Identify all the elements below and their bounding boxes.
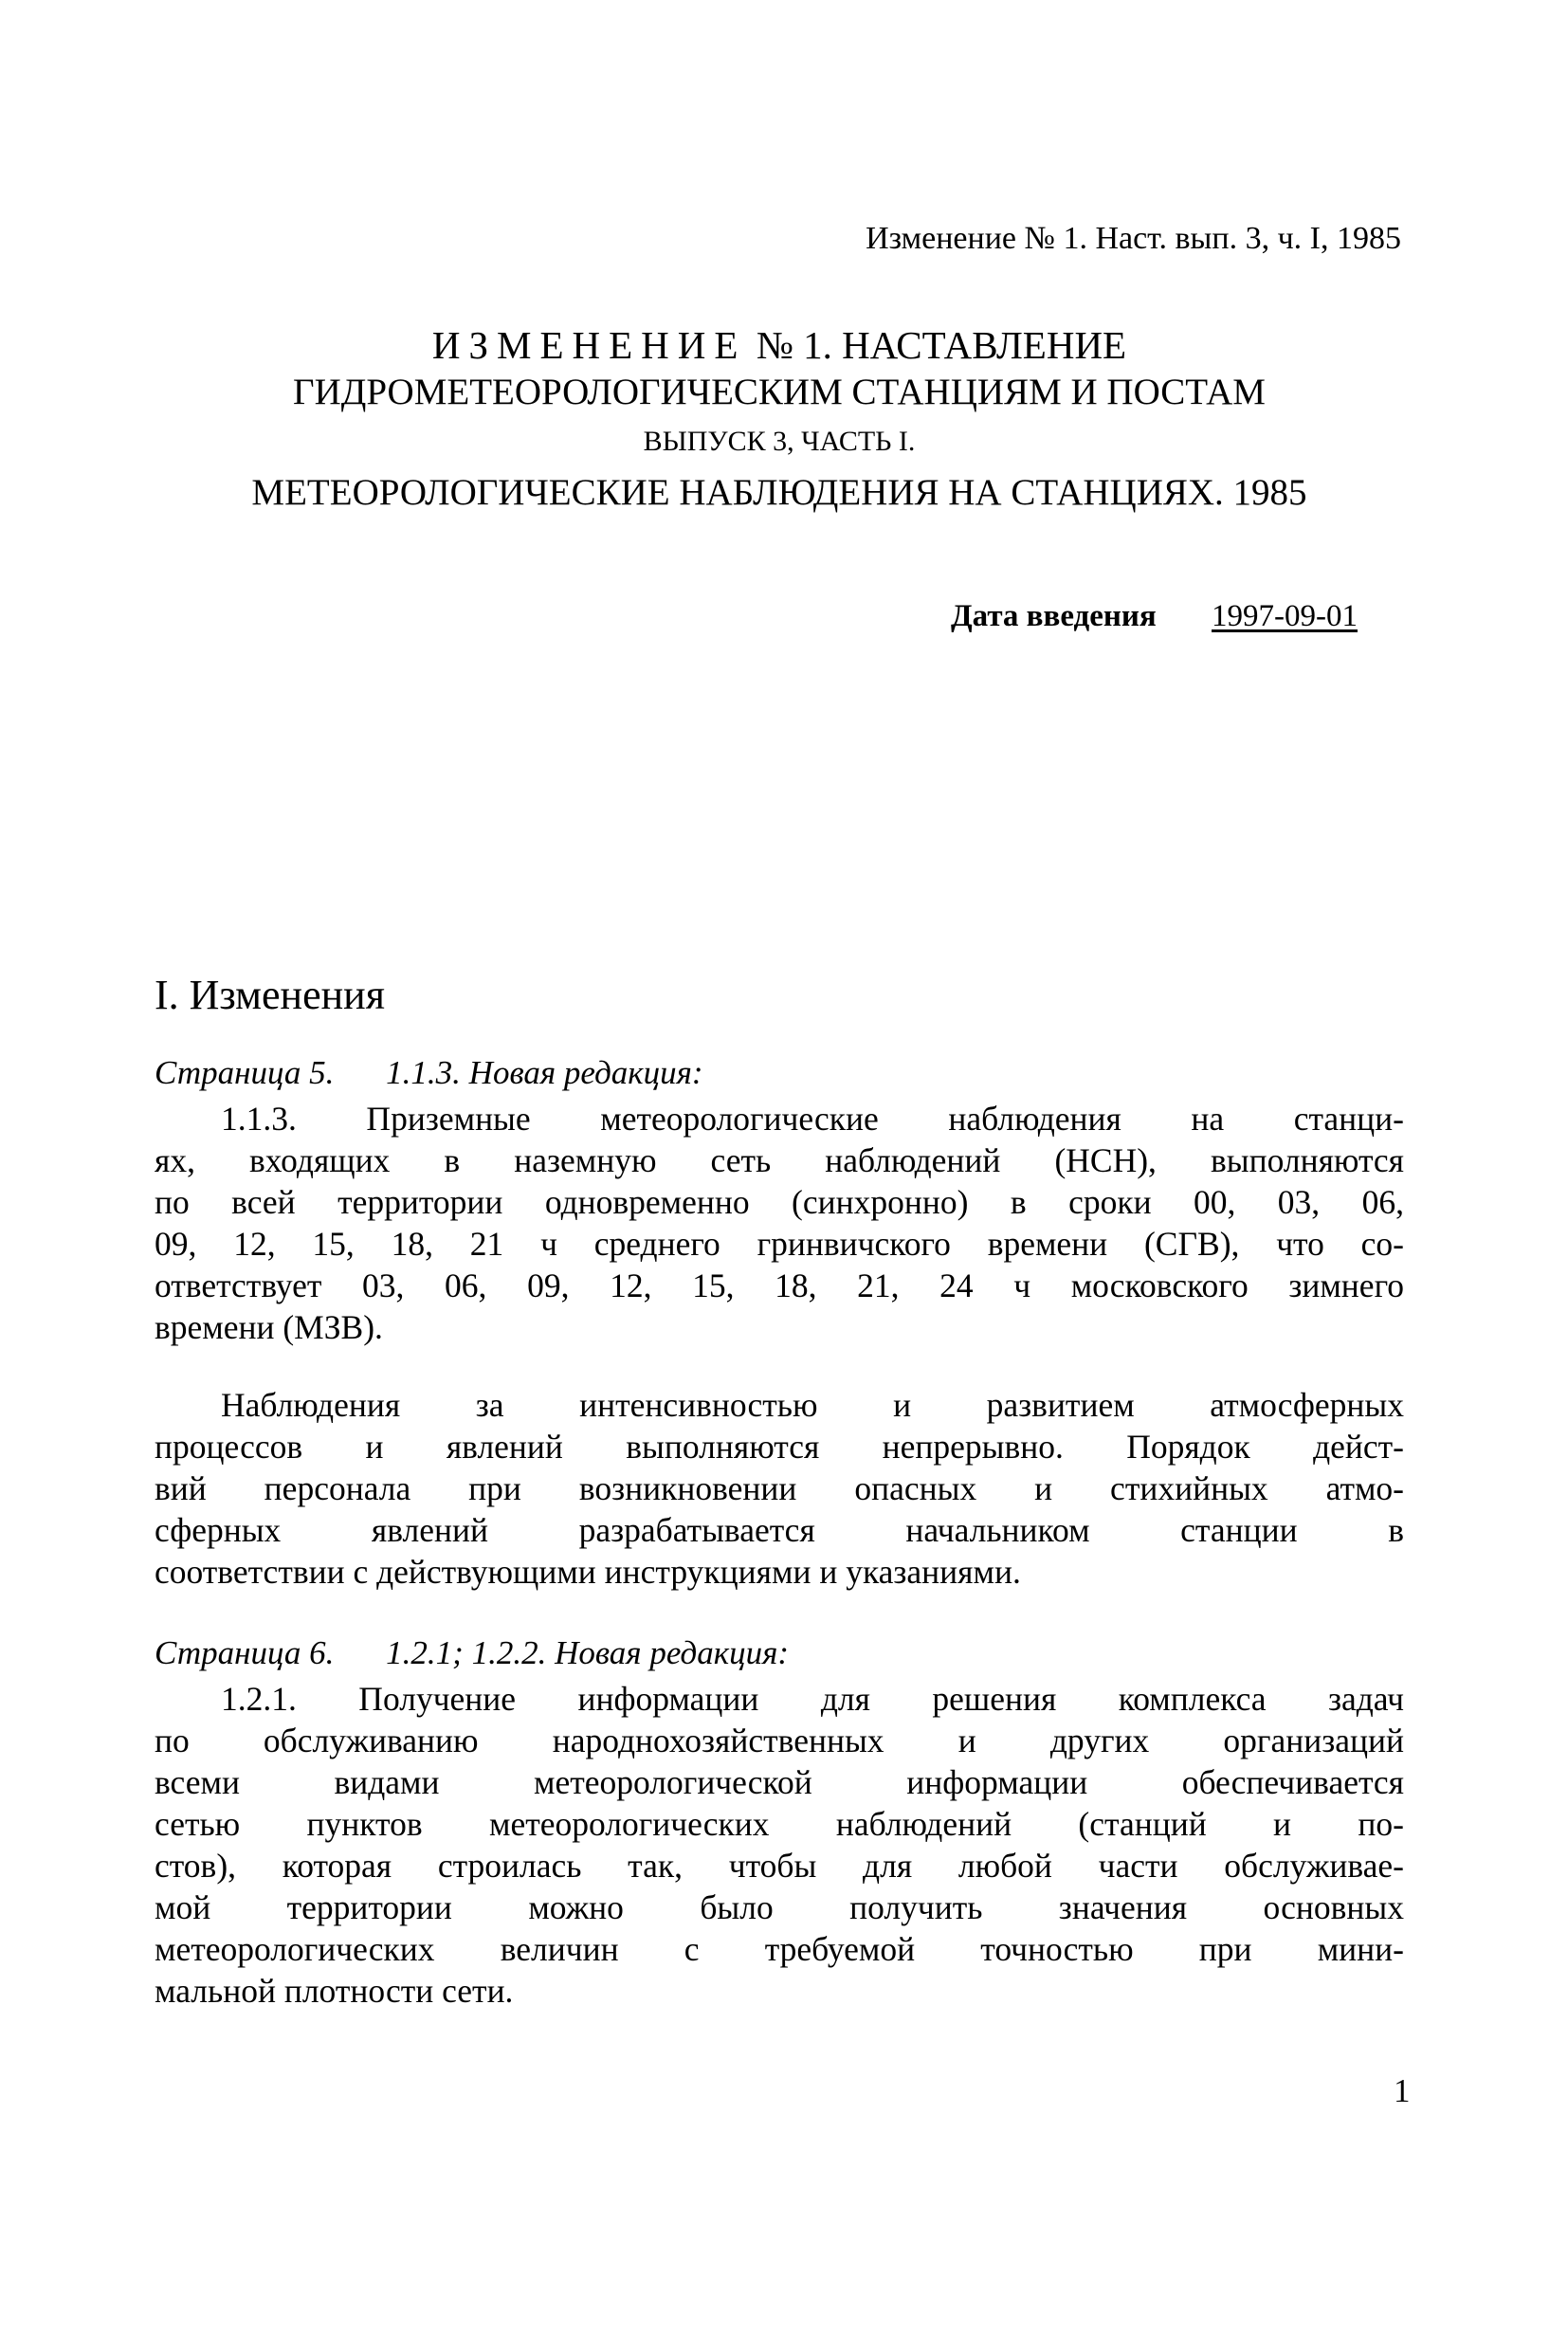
document-title-line-4: МЕТЕОРОЛОГИЧЕСКИЕ НАБЛЮДЕНИЯ НА СТАНЦИЯХ. 1985 xyxy=(251,472,1307,513)
paragraph-line: соответствии с действующими инструкциями и указаниями. xyxy=(155,1553,1021,1591)
effective-date-value: 1997-09-01 xyxy=(1212,599,1358,633)
paragraph-line: всеми видами метеорологической информации обеспечивается xyxy=(155,1763,1404,1801)
amendment-page-ref: Страница 5. xyxy=(155,1054,335,1091)
document-title-line-1 xyxy=(155,322,1404,368)
amendment-clause-ref: 1.2.1; 1.2.2. Новая редакция: xyxy=(386,1634,789,1671)
paragraph-line: сферных явлений разрабатывается начальником станции в xyxy=(155,1511,1404,1549)
effective-date xyxy=(951,597,1358,635)
paragraph-line: 09, 12, 15, 18, 21 ч среднего гринвичского времени (СГВ), что со- xyxy=(155,1225,1404,1263)
page-number: 1 xyxy=(1394,2072,1411,2109)
title-change-word: ИЗМЕНЕНИЕ xyxy=(431,323,747,367)
paragraph-line: процессов и явлений выполняются непрерывно. Порядок дейст- xyxy=(155,1428,1404,1466)
section-heading: I. Изменения xyxy=(155,972,385,1018)
paragraph-line: Наблюдения за интенсивностью и развитием атмосферных xyxy=(221,1386,1404,1424)
paragraph-line: по всей территории одновременно (синхронно) в сроки 00, 03, 06, xyxy=(155,1183,1404,1221)
amendment-paragraph xyxy=(155,1678,1404,2012)
amendment-paragraph xyxy=(155,1098,1404,1348)
document-title-issue-part: ВЫПУСК 3, ЧАСТЬ I. xyxy=(643,426,916,457)
document-title-line-2: ГИДРОМЕТЕОРОЛОГИЧЕСКИМ СТАНЦИЯМ И ПОСТАМ xyxy=(293,372,1266,412)
paragraph-line: вий персонала при возникновении опасных и стихийных атмо- xyxy=(155,1469,1404,1507)
paragraph-line: времени (МЗВ). xyxy=(155,1308,383,1346)
paragraph-line: ответствует 03, 06, 09, 12, 15, 18, 21, 24 ч московского зимнего xyxy=(155,1267,1404,1304)
paragraph-line: метеорологических величин с требуемой точностью при мини- xyxy=(155,1930,1404,1968)
paragraph-line: по обслуживанию народнохозяйственных и других организаций xyxy=(155,1722,1404,1759)
amendment-heading xyxy=(155,1632,789,1674)
amendment-heading xyxy=(155,1052,703,1094)
paragraph-line: мальной плотности сети. xyxy=(155,1972,514,2010)
paragraph-line: ях, входящих в наземную сеть наблюдений (НСН), выполняются xyxy=(155,1141,1404,1179)
effective-date-label: Дата введения xyxy=(950,599,1157,633)
amendment-paragraph xyxy=(155,1384,1404,1593)
paragraph-line: 1.2.1. Получение информации для решения комплекса задач xyxy=(221,1680,1404,1718)
paragraph-line: мой территории можно было получить значения основных xyxy=(155,1888,1404,1926)
paragraph-line: 1.1.3. Приземные метеорологические наблюдения на станци- xyxy=(221,1100,1404,1138)
paragraph-line: стов), которая строилась так, чтобы для любой части обслуживае- xyxy=(155,1847,1404,1885)
title-number-and-manual: № 1. НАСТАВЛЕНИЕ xyxy=(756,323,1127,367)
amendment-clause-ref: 1.1.3. Новая редакция: xyxy=(386,1054,703,1091)
amendment-page-ref: Страница 6. xyxy=(155,1634,335,1671)
paragraph-line: сетью пунктов метеорологических наблюдений (станций и по- xyxy=(155,1805,1404,1843)
running-header: Изменение № 1. Наст. вып. 3, ч. I, 1985 xyxy=(866,221,1401,256)
